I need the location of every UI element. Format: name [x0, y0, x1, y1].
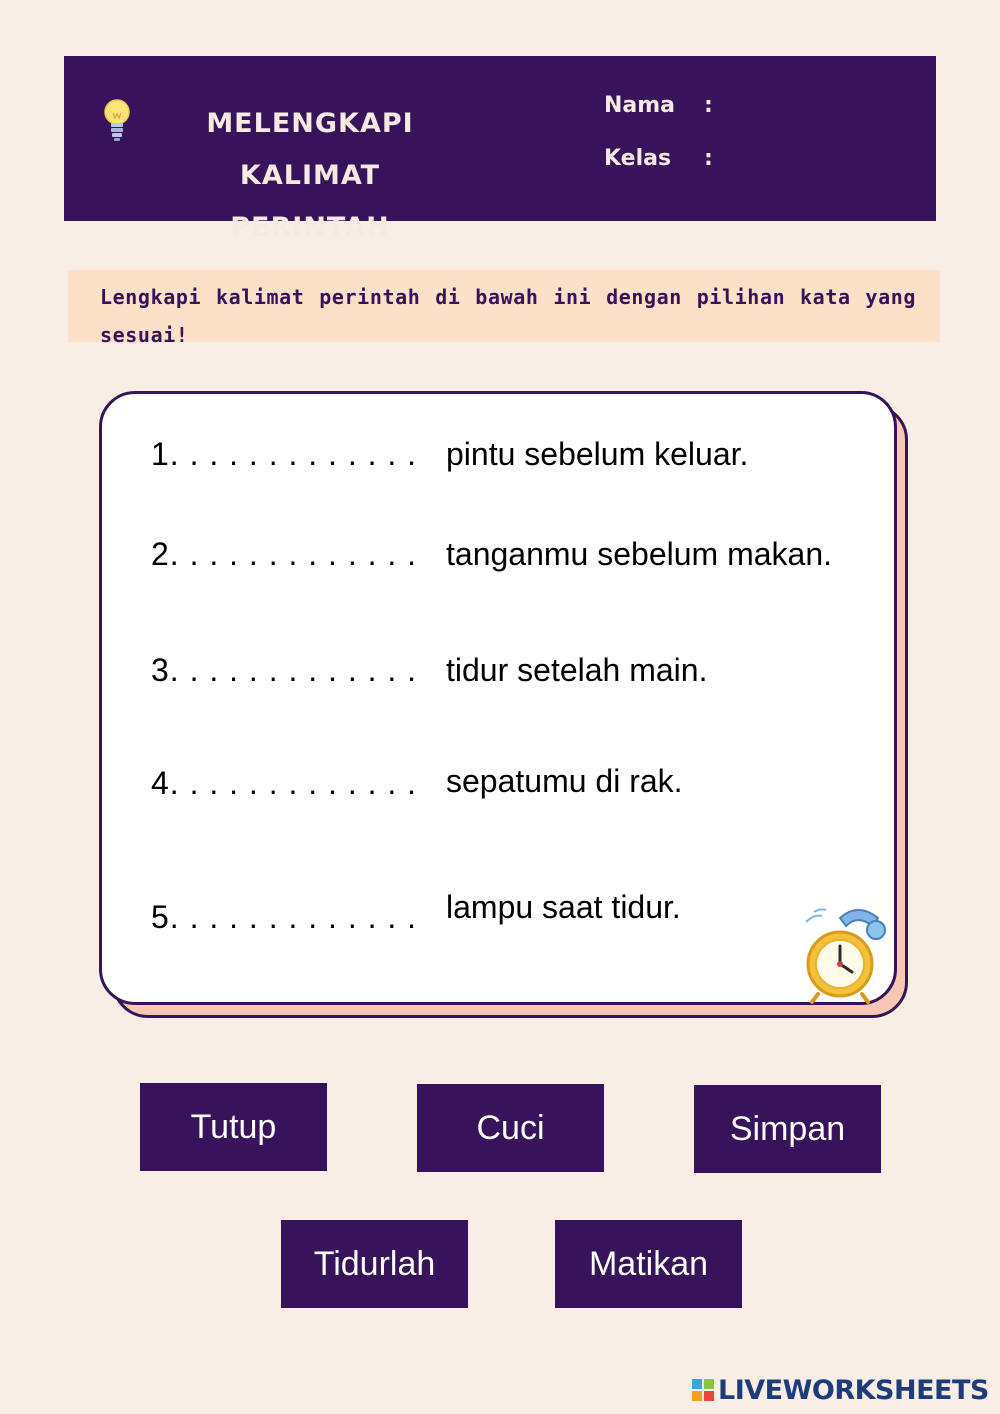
question-5-text: lampu saat tidur. — [446, 889, 681, 925]
title-line-1: MELENGKAPI KALIMAT — [206, 108, 414, 191]
word-simpan-button[interactable]: Simpan — [694, 1085, 881, 1173]
class-field — [604, 146, 713, 171]
name-colon: : — [704, 93, 713, 118]
question-3-blank[interactable]: 3. . . . . . . . . . . . . — [151, 652, 418, 688]
class-label: Kelas — [604, 146, 672, 171]
question-4-text: sepatumu di rak. — [446, 763, 683, 799]
word-matikan-button[interactable]: Matikan — [555, 1220, 742, 1308]
name-label: Nama — [604, 93, 676, 118]
liveworksheets-logo — [692, 1373, 989, 1407]
brand-text: LIVEWORKSHEETS — [718, 1374, 989, 1406]
liveworksheets-icon — [692, 1379, 714, 1401]
alarm-clock-icon — [800, 900, 892, 1005]
title-line-2: PERINTAH — [230, 212, 390, 243]
question-5-blank[interactable]: 5. . . . . . . . . . . . . — [151, 899, 418, 935]
question-1-blank[interactable]: 1. . . . . . . . . . . . . — [151, 436, 418, 472]
question-4-blank[interactable]: 4. . . . . . . . . . . . . — [151, 765, 418, 801]
page-title — [145, 98, 475, 254]
name-field — [604, 93, 713, 118]
word-tutup-button[interactable]: Tutup — [140, 1083, 327, 1171]
lightbulb-icon — [100, 96, 134, 144]
word-cuci-button[interactable]: Cuci — [417, 1084, 604, 1172]
question-2-text: tanganmu sebelum makan. — [446, 536, 832, 572]
word-tidurlah-button[interactable]: Tidurlah — [281, 1220, 468, 1308]
question-1-text: pintu sebelum keluar. — [446, 436, 749, 472]
question-2-blank[interactable]: 2. . . . . . . . . . . . . — [151, 536, 418, 572]
question-3-text: tidur setelah main. — [446, 652, 708, 688]
instruction-text: Lengkapi kalimat perintah di bawah ini dengan pilihan kata yang sesuai! — [100, 285, 916, 347]
class-colon: : — [704, 146, 713, 171]
